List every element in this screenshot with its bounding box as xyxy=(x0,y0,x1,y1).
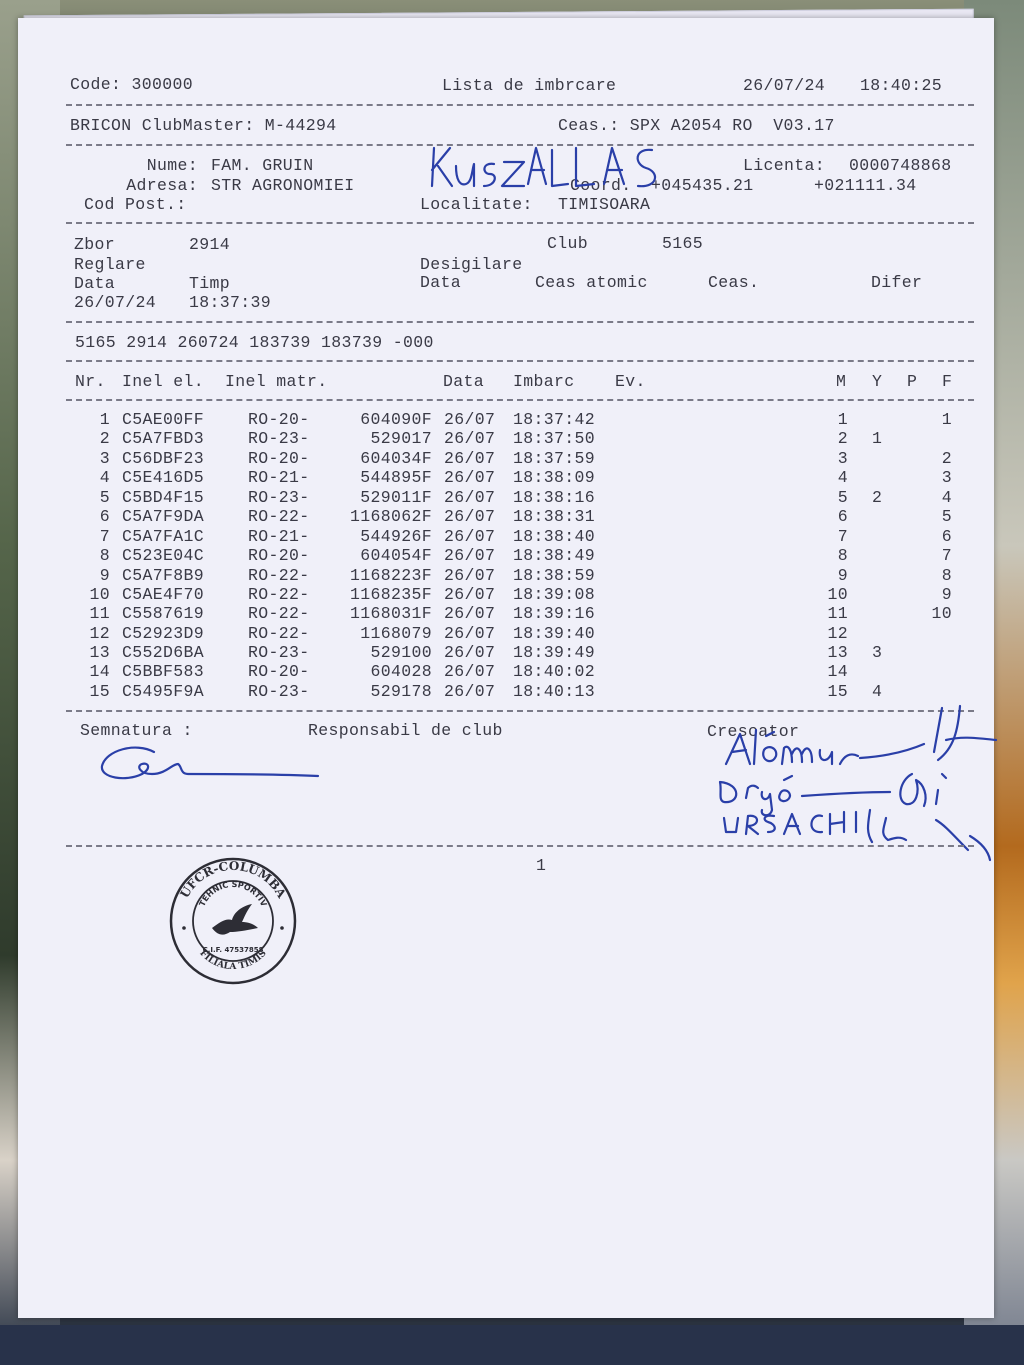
cell-data: 26/07 xyxy=(444,585,496,604)
cell-nr: 11 xyxy=(89,604,110,623)
cell-f: 5 xyxy=(941,507,952,526)
stamp-text-bottom: C.I.F. 47537858 xyxy=(202,946,264,954)
ceas-label: Ceas. xyxy=(708,273,760,292)
cell-m: 3 xyxy=(837,449,848,468)
col-header-m: M xyxy=(836,372,847,391)
cell-data: 26/07 xyxy=(444,604,496,623)
cell-data: 26/07 xyxy=(444,449,496,468)
cell-m: 4 xyxy=(837,468,848,487)
data2-label: Data xyxy=(420,273,462,292)
cell-m: 13 xyxy=(827,643,848,662)
cell-inel-matr: 604028 xyxy=(370,662,432,681)
cell-nr: 3 xyxy=(99,449,110,468)
col-header-data: Data xyxy=(443,372,485,391)
locality-value: TIMISOARA xyxy=(558,195,651,214)
handwritten-name xyxy=(428,140,688,205)
table-row xyxy=(0,662,1024,681)
cell-m: 11 xyxy=(827,604,848,623)
cell-nr: 14 xyxy=(89,662,110,681)
cell-inel-el: C52923D9 xyxy=(122,624,205,643)
cell-m: 8 xyxy=(837,546,848,565)
cell-prefix: RO-23- xyxy=(248,682,310,701)
cell-data: 26/07 xyxy=(444,566,496,585)
cell-prefix: RO-22- xyxy=(248,585,310,604)
cell-imbarc: 18:38:09 xyxy=(513,468,596,487)
cell-inel-matr: 604090F xyxy=(360,410,432,429)
col-header-p: P xyxy=(907,372,918,391)
cell-inel-matr: 529017 xyxy=(370,429,432,448)
cell-inel-matr: 1168079 xyxy=(360,624,432,643)
cell-m: 2 xyxy=(837,429,848,448)
cell-imbarc: 18:38:40 xyxy=(513,527,596,546)
cell-y: 3 xyxy=(872,643,883,662)
cell-imbarc: 18:38:31 xyxy=(513,507,596,526)
col-header-f: F xyxy=(942,372,953,391)
cell-prefix: RO-23- xyxy=(248,429,310,448)
cell-imbarc: 18:38:49 xyxy=(513,546,596,565)
cell-f: 6 xyxy=(941,527,952,546)
ceas-atomic-label: Ceas atomic xyxy=(535,273,648,292)
cell-f: 9 xyxy=(941,585,952,604)
table-row xyxy=(0,488,1024,507)
table-row xyxy=(0,410,1024,429)
reglare-label: Reglare xyxy=(74,255,146,274)
cell-data: 26/07 xyxy=(444,662,496,681)
cell-inel-matr: 544895F xyxy=(360,468,432,487)
cell-inel-el: C5495F9A xyxy=(122,682,205,701)
reglare-time: 18:37:39 xyxy=(189,293,272,312)
cell-imbarc: 18:40:02 xyxy=(513,662,596,681)
table-row xyxy=(0,468,1024,487)
table-row xyxy=(0,643,1024,662)
cell-m: 5 xyxy=(837,488,848,507)
coord-lon: +021111.34 xyxy=(814,176,917,195)
cell-y: 1 xyxy=(872,429,883,448)
address-value: STR AGRONOMIEI xyxy=(211,176,355,195)
cell-f: 1 xyxy=(941,410,952,429)
cell-inel-matr: 1168223F xyxy=(349,566,432,585)
cell-m: 7 xyxy=(837,527,848,546)
cell-inel-matr: 604034F xyxy=(360,449,432,468)
cell-nr: 10 xyxy=(89,585,110,604)
data-label: Data xyxy=(74,274,116,293)
cell-f: 4 xyxy=(941,488,952,507)
cell-nr: 7 xyxy=(99,527,110,546)
zbor-value: 2914 xyxy=(189,235,231,254)
name-value: FAM. GRUIN xyxy=(211,156,314,175)
cell-prefix: RO-20- xyxy=(248,449,310,468)
signature-label: Semnatura : xyxy=(80,721,193,740)
cell-prefix: RO-22- xyxy=(248,604,310,623)
cell-y: 2 xyxy=(872,488,883,507)
cell-inel-el: C5A7F9DA xyxy=(122,507,205,526)
breeder-label: Crescator xyxy=(707,722,800,741)
cell-prefix: RO-20- xyxy=(248,662,310,681)
cell-m: 6 xyxy=(837,507,848,526)
col-header-inel-matr: Inel matr. xyxy=(225,372,328,391)
cell-nr: 12 xyxy=(89,624,110,643)
cell-inel-el: C5A7FBD3 xyxy=(122,429,205,448)
divider xyxy=(66,104,974,106)
cell-prefix: RO-21- xyxy=(248,527,310,546)
club-signature xyxy=(96,738,326,793)
table-row xyxy=(0,566,1024,585)
license-label: Licenta: xyxy=(743,156,826,175)
cell-imbarc: 18:39:49 xyxy=(513,643,596,662)
cell-prefix: RO-22- xyxy=(248,566,310,585)
code-text: Code: 300000 xyxy=(70,75,194,94)
cell-nr: 5 xyxy=(99,488,110,507)
table-row xyxy=(0,604,1024,623)
cell-nr: 6 xyxy=(99,507,110,526)
cell-m: 12 xyxy=(827,624,848,643)
table-row xyxy=(0,682,1024,701)
club-stamp xyxy=(168,856,298,986)
cell-f: 8 xyxy=(941,566,952,585)
cell-inel-el: C5BD4F15 xyxy=(122,488,205,507)
cell-inel-el: C5E416D5 xyxy=(122,468,205,487)
address-label: Adresa: xyxy=(126,176,198,195)
cell-inel-matr: 544926F xyxy=(360,527,432,546)
cell-inel-el: C56DBF23 xyxy=(122,449,205,468)
cell-data: 26/07 xyxy=(444,468,496,487)
cell-inel-el: C5AE00FF xyxy=(122,410,205,429)
cell-m: 14 xyxy=(827,662,848,681)
summary-line: 5165 2914 260724 183739 183739 -000 xyxy=(75,333,434,352)
club-label: Club xyxy=(547,234,589,253)
cell-m: 9 xyxy=(837,566,848,585)
cell-f: 7 xyxy=(941,546,952,565)
table-row xyxy=(0,527,1024,546)
background-bottom xyxy=(0,1325,1024,1365)
clock-text: Ceas.: SPX A2054 RO V03.17 xyxy=(558,116,835,135)
coord-label: Coord. xyxy=(570,176,632,195)
cell-f: 2 xyxy=(941,449,952,468)
cell-data: 26/07 xyxy=(444,643,496,662)
cell-imbarc: 18:39:16 xyxy=(513,604,596,623)
cell-inel-el: C552D6BA xyxy=(122,643,205,662)
col-header-inel-el: Inel el. xyxy=(122,372,205,391)
coord-lat: +045435.21 xyxy=(651,176,754,195)
cell-f: 3 xyxy=(941,468,952,487)
col-header-imbarc: Imbarc xyxy=(513,372,575,391)
name-label: Nume: xyxy=(146,156,198,175)
reglare-date: 26/07/24 xyxy=(74,293,157,312)
table-row xyxy=(0,546,1024,565)
divider xyxy=(66,222,974,224)
cell-imbarc: 18:39:40 xyxy=(513,624,596,643)
cell-imbarc: 18:39:08 xyxy=(513,585,596,604)
zbor-label: Zbor xyxy=(74,235,116,254)
club-value: 5165 xyxy=(662,234,704,253)
cell-f: 10 xyxy=(931,604,952,623)
desigilare-label: Desigilare xyxy=(420,255,523,274)
cell-imbarc: 18:40:13 xyxy=(513,682,596,701)
cell-nr: 15 xyxy=(89,682,110,701)
cell-prefix: RO-21- xyxy=(248,468,310,487)
cell-y: 4 xyxy=(872,682,883,701)
cell-imbarc: 18:38:16 xyxy=(513,488,596,507)
cell-prefix: RO-22- xyxy=(248,507,310,526)
cell-inel-matr: 1168031F xyxy=(349,604,432,623)
cell-inel-matr: 529011F xyxy=(360,488,432,507)
club-responsible-label: Responsabil de club xyxy=(308,721,503,740)
cell-nr: 2 xyxy=(99,429,110,448)
cell-m: 1 xyxy=(837,410,848,429)
cell-data: 26/07 xyxy=(444,507,496,526)
cell-inel-matr: 529178 xyxy=(370,682,432,701)
cell-imbarc: 18:37:42 xyxy=(513,410,596,429)
cell-nr: 4 xyxy=(99,468,110,487)
header-date: 26/07/24 xyxy=(743,76,826,95)
locality-label: Localitate: xyxy=(420,195,533,214)
stamp-text-mid: TEHNIC SPORTIV xyxy=(197,879,269,908)
cell-inel-el: C5BBF583 xyxy=(122,662,205,681)
cell-inel-matr: 1168062F xyxy=(349,507,432,526)
license-value: 0000748868 xyxy=(849,156,952,175)
cell-m: 10 xyxy=(827,585,848,604)
divider xyxy=(66,360,974,362)
cell-prefix: RO-20- xyxy=(248,410,310,429)
cell-data: 26/07 xyxy=(444,410,496,429)
col-header-ev: Ev. xyxy=(615,372,646,391)
cell-data: 26/07 xyxy=(444,429,496,448)
breeder-signature xyxy=(710,700,1000,875)
cell-prefix: RO-20- xyxy=(248,546,310,565)
cell-data: 26/07 xyxy=(444,488,496,507)
cell-inel-el: C5A7FA1C xyxy=(122,527,205,546)
col-header-nr: Nr. xyxy=(75,372,106,391)
cell-data: 26/07 xyxy=(444,624,496,643)
cell-imbarc: 18:37:50 xyxy=(513,429,596,448)
postal-label: Cod Post.: xyxy=(84,195,187,214)
dove-icon xyxy=(212,904,258,935)
cell-prefix: RO-23- xyxy=(248,488,310,507)
divider xyxy=(66,321,974,323)
cell-imbarc: 18:37:59 xyxy=(513,449,596,468)
cell-nr: 1 xyxy=(99,410,110,429)
cell-inel-el: C5A7F8B9 xyxy=(122,566,205,585)
cell-m: 15 xyxy=(827,682,848,701)
table-row xyxy=(0,507,1024,526)
cell-inel-matr: 529100 xyxy=(370,643,432,662)
difer-label: Difer xyxy=(871,273,923,292)
cell-inel-el: C523E04C xyxy=(122,546,205,565)
stamp-text-top: UFCR-COLUMBA xyxy=(177,858,289,901)
table-row xyxy=(0,449,1024,468)
software-text: BRICON ClubMaster: M-44294 xyxy=(70,116,337,135)
divider xyxy=(66,399,974,401)
table-row xyxy=(0,585,1024,604)
cell-prefix: RO-23- xyxy=(248,643,310,662)
stamp-text-rim: FILIALA TIMIS xyxy=(197,948,269,973)
cell-inel-matr: 1168235F xyxy=(349,585,432,604)
table-row xyxy=(0,624,1024,643)
cell-inel-matr: 604054F xyxy=(360,546,432,565)
divider xyxy=(66,845,974,847)
cell-nr: 9 xyxy=(99,566,110,585)
cell-imbarc: 18:38:59 xyxy=(513,566,596,585)
cell-nr: 13 xyxy=(89,643,110,662)
table-row xyxy=(0,429,1024,448)
cell-nr: 8 xyxy=(99,546,110,565)
cell-inel-el: C5587619 xyxy=(122,604,205,623)
col-header-y: Y xyxy=(872,372,883,391)
cell-data: 26/07 xyxy=(444,546,496,565)
page-number: 1 xyxy=(536,856,547,875)
timp-label: Timp xyxy=(189,274,231,293)
document-title: Lista de imbrcare xyxy=(442,76,617,95)
header-time: 18:40:25 xyxy=(860,76,943,95)
cell-inel-el: C5AE4F70 xyxy=(122,585,205,604)
cell-prefix: RO-22- xyxy=(248,624,310,643)
cell-data: 26/07 xyxy=(444,682,496,701)
cell-data: 26/07 xyxy=(444,527,496,546)
